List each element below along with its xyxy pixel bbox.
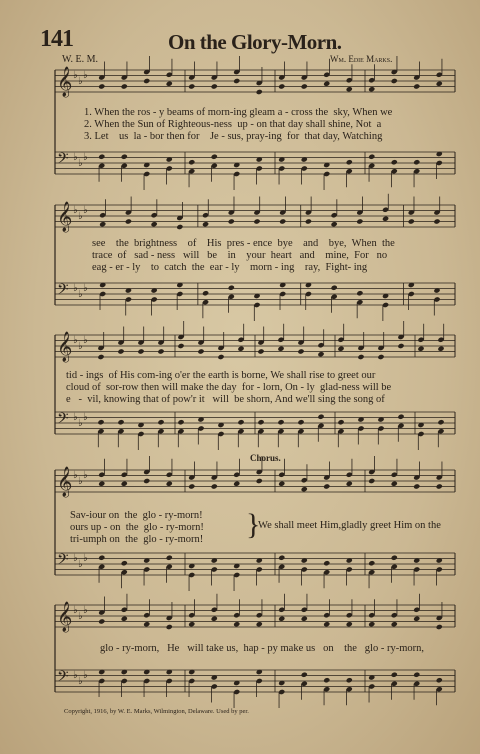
note-head (125, 218, 132, 224)
note-head (157, 419, 164, 425)
note-head (331, 285, 338, 291)
note-head (278, 481, 285, 487)
note-head (98, 555, 105, 561)
note-head (391, 78, 398, 84)
note-head (121, 154, 128, 160)
note-head (391, 481, 398, 487)
note-head (368, 621, 375, 627)
s4-verse2-lyric: ours up - on the glo - ry-morn! (70, 522, 204, 533)
note-head (368, 154, 375, 160)
note-head (357, 354, 364, 360)
note-head (277, 346, 284, 352)
note-head (413, 483, 420, 489)
s1-verse2-lyric: 2. When the Sun of Righteous-ness up - on that day shall shine, Not a (84, 119, 382, 130)
note-head (237, 419, 244, 425)
note-head (117, 348, 124, 354)
note-head (253, 218, 260, 224)
note-head (217, 354, 224, 360)
note-head (356, 290, 363, 296)
note-head (166, 481, 173, 487)
note-head (391, 555, 398, 561)
lyricist-credit: W. E. M. (62, 54, 99, 65)
s2-verse3-lyric: eag - er - ly to catch the ear - ly morn - ing ray, Fight- ing (92, 262, 368, 273)
note-head (323, 81, 330, 87)
composer-credit: Wm. Edie Marks. (330, 54, 393, 64)
note-head (433, 218, 440, 224)
copyright-notice: Copyright, 1916, by W. E. Marks, Wilmington, Delaware. Used by per. (64, 708, 249, 715)
flat-icon: ♭ (73, 205, 78, 216)
note-head (188, 83, 195, 89)
note-head (177, 343, 184, 349)
note-head (323, 677, 330, 683)
note-head (166, 624, 173, 630)
note-head (413, 616, 420, 622)
flat-icon: ♭ (78, 76, 83, 87)
flat-icon: ♭ (83, 205, 88, 216)
note-head (436, 624, 443, 630)
s5-lyric: glo - ry-morn, He will take us, hap - py make us on the glo - ry-morn, (100, 643, 424, 654)
hymn-title: On the Glory-Morn. (168, 30, 342, 54)
bass-clef-icon: 𝄢 (57, 150, 69, 171)
chorus-label: Chorus. (250, 453, 281, 463)
note-head (305, 218, 312, 224)
note-head (391, 621, 398, 627)
note-head (97, 419, 104, 425)
note-head (98, 154, 105, 160)
note-head (437, 346, 444, 352)
note-head (368, 478, 375, 484)
flat-icon: ♭ (73, 70, 78, 81)
s3-verse3-lyric: e - vil, knowing that of pow'r it will be shorn, And we'll sing the song of (66, 394, 385, 405)
note-head (337, 419, 344, 425)
flat-icon: ♭ (73, 470, 78, 481)
s3-verse1-lyric: tid - ings of His com-ing o'er the earth is borne, We shall rise to greet our (66, 370, 376, 381)
note-head (301, 616, 308, 622)
note-head (98, 83, 105, 89)
flat-icon: ♭ (83, 412, 88, 423)
note-head (137, 348, 144, 354)
flat-icon: ♭ (78, 158, 83, 169)
note-head (323, 560, 330, 566)
note-head (157, 348, 164, 354)
note-head (391, 672, 398, 678)
note-head (188, 159, 195, 165)
note-head (278, 616, 285, 622)
flat-icon: ♭ (73, 412, 78, 423)
note-head (346, 481, 353, 487)
note-head (256, 478, 263, 484)
flat-icon: ♭ (73, 553, 78, 564)
flat-icon: ♭ (83, 335, 88, 346)
note-head (121, 616, 128, 622)
note-head (331, 221, 338, 227)
note-head (413, 83, 420, 89)
note-head (277, 419, 284, 425)
note-head (382, 216, 389, 222)
flat-icon: ♭ (78, 341, 83, 352)
note-head (202, 221, 209, 227)
note-head (368, 86, 375, 92)
note-head (211, 616, 218, 622)
note-head (256, 621, 263, 627)
note-head (256, 89, 263, 95)
note-head (211, 154, 218, 160)
flat-icon: ♭ (78, 476, 83, 487)
note-head (166, 555, 173, 561)
note-head (317, 414, 324, 420)
note-head (188, 483, 195, 489)
flat-icon: ♭ (78, 611, 83, 622)
flat-icon: ♭ (78, 559, 83, 570)
treble-clef-icon: 𝄞 (57, 332, 73, 362)
flat-icon: ♭ (83, 470, 88, 481)
note-head (177, 419, 184, 425)
bass-clef-icon: 𝄢 (57, 410, 69, 431)
flat-icon: ♭ (83, 605, 88, 616)
note-head (228, 285, 235, 291)
s1-verse1-lyric: 1. When the ros - y beams of morn-ing gleam a - cross the sky, When we (84, 107, 393, 118)
note-head (143, 478, 150, 484)
note-head (202, 290, 209, 296)
note-head (397, 414, 404, 420)
note-head (278, 555, 285, 561)
note-head (436, 81, 443, 87)
note-head (317, 351, 324, 357)
note-head (151, 221, 158, 227)
flat-icon: ♭ (73, 605, 78, 616)
note-head (323, 621, 330, 627)
note-head (211, 83, 218, 89)
note-head (211, 483, 218, 489)
flat-icon: ♭ (83, 152, 88, 163)
note-head (346, 159, 353, 165)
bass-clef-icon: 𝄢 (57, 551, 69, 572)
note-head (436, 677, 443, 683)
flat-icon: ♭ (73, 335, 78, 346)
note-head (356, 218, 363, 224)
flat-icon: ♭ (83, 670, 88, 681)
note-head (297, 419, 304, 425)
note-head (397, 343, 404, 349)
s1-verse3-lyric: 3. Let us la - bor then for Je - sus, pray-ing for that day, Watching (84, 131, 383, 142)
flat-icon: ♭ (73, 152, 78, 163)
treble-clef-icon: 𝄞 (57, 67, 73, 97)
note-head (121, 83, 128, 89)
flat-icon: ♭ (73, 283, 78, 294)
note-head (413, 159, 420, 165)
note-head (228, 218, 235, 224)
bass-clef-icon: 𝄢 (57, 281, 69, 302)
bass-clef-icon: 𝄢 (57, 668, 69, 689)
s4-verse1-lyric: Sav-iour on the glo - ry-morn! (70, 510, 203, 521)
flat-icon: ♭ (78, 676, 83, 687)
flat-icon: ♭ (83, 553, 88, 564)
note-head (143, 621, 150, 627)
note-head (417, 346, 424, 352)
chorus-lyric: We shall meet Him,gladly greet Him on the (258, 520, 441, 531)
lyric-brace: } (246, 508, 261, 541)
note-head (143, 78, 150, 84)
note-head (278, 83, 285, 89)
treble-clef-icon: 𝄞 (57, 467, 73, 497)
note-head (121, 560, 128, 566)
note-head (166, 81, 173, 87)
treble-clef-icon: 𝄞 (57, 602, 73, 632)
note-head (176, 224, 183, 230)
note-head (97, 354, 104, 360)
flat-icon: ♭ (73, 670, 78, 681)
note-head (368, 560, 375, 566)
note-head (99, 221, 106, 227)
note-head (346, 86, 353, 92)
note-head (197, 348, 204, 354)
note-head (391, 159, 398, 165)
note-head (413, 672, 420, 678)
note-head (233, 621, 240, 627)
note-head (117, 419, 124, 425)
s4-verse3-lyric: tri-umph on the glo - ry-morn! (70, 534, 204, 545)
s2-verse2-lyric: trace of sad - ness will be in your heart and mine, For no (92, 250, 388, 261)
s2-verse1-lyric: see the brightness of His pres - ence bye and bye, When the (92, 238, 395, 249)
note-head (408, 218, 415, 224)
note-head (301, 486, 308, 492)
flat-icon: ♭ (78, 211, 83, 222)
note-head (437, 419, 444, 425)
note-head (98, 481, 105, 487)
treble-clef-icon: 𝄞 (57, 202, 73, 232)
flat-icon: ♭ (83, 70, 88, 81)
note-head (237, 346, 244, 352)
note-head (233, 481, 240, 487)
note-head (279, 218, 286, 224)
flat-icon: ♭ (78, 418, 83, 429)
note-head (377, 354, 384, 360)
note-head (98, 618, 105, 624)
note-head (297, 348, 304, 354)
note-head (121, 481, 128, 487)
hymn-number: 141 (40, 26, 73, 52)
note-head (301, 672, 308, 678)
note-head (188, 621, 195, 627)
note-head (257, 348, 264, 354)
flat-icon: ♭ (78, 289, 83, 300)
note-head (436, 483, 443, 489)
note-head (337, 346, 344, 352)
note-head (301, 83, 308, 89)
note-head (346, 621, 353, 627)
note-head (233, 78, 240, 84)
flat-icon: ♭ (83, 283, 88, 294)
note-head (257, 419, 264, 425)
s3-verse2-lyric: cloud of sor-row then will make the day for - lorn, On - ly glad-ness will be (66, 382, 392, 393)
note-head (323, 483, 330, 489)
note-head (346, 677, 353, 683)
